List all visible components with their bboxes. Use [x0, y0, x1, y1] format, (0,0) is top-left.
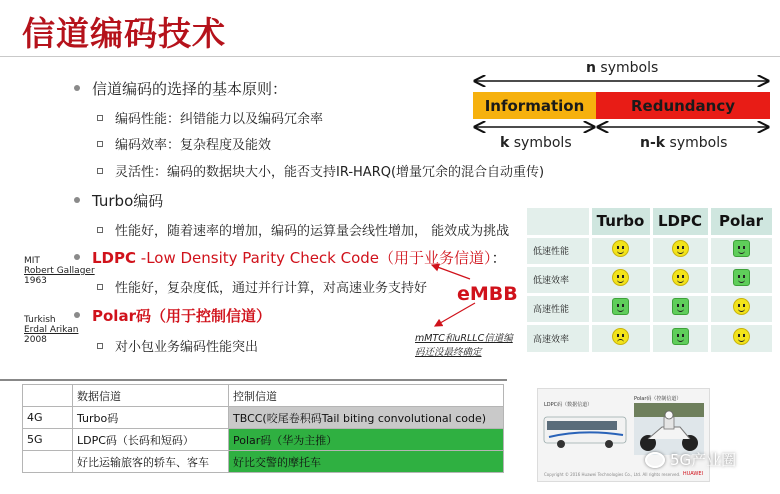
table-cell: 5G — [23, 429, 73, 451]
rating-row — [527, 323, 773, 352]
polar-origin-year: 2008 — [24, 335, 47, 345]
table-header-row — [23, 385, 504, 407]
wechat-icon — [645, 452, 665, 468]
ldpc-origin-institution: MIT — [24, 256, 40, 266]
table-cell: Turbo码 — [73, 407, 229, 429]
rating-header-polar: Polar — [709, 208, 773, 236]
rating-cell — [651, 236, 709, 265]
rating-row — [527, 294, 773, 323]
table-cell: TBCC(咬尾卷积码Tail biting convolutional code) — [229, 407, 504, 429]
yellow-sad-face-icon — [612, 328, 629, 345]
thumbnail-polar-label: Polar码（控制信道） — [634, 396, 682, 402]
rating-row-label: 低速性能 — [527, 236, 590, 265]
table-row — [23, 407, 504, 429]
sub-bullet-turbo-text: 性能好，随着速率的增加，编码的运算量会线性增加， 能效成为挑战 — [115, 224, 510, 239]
k-symbols-unit: symbols — [509, 135, 572, 151]
watermark-text: 5G产业圈 — [670, 451, 737, 469]
rating-cell — [651, 323, 709, 352]
n-symbols-label — [586, 60, 658, 76]
rating-row-label: 低速效率 — [527, 265, 590, 294]
page-title: 信道编码技术 — [22, 14, 226, 53]
redundancy-block: Redundancy — [596, 92, 770, 119]
nk-symbols-var: n-k — [640, 135, 666, 151]
nk-symbols-label — [640, 135, 727, 151]
green-smiley-icon — [612, 298, 629, 315]
yellow-smiley-icon — [672, 240, 689, 257]
embb-label: eMBB — [457, 283, 518, 305]
sub-bullet-polar-text: 对小包业务编码性能突出 — [115, 340, 259, 355]
ldpc-colon: ： — [491, 249, 507, 267]
rating-cell — [709, 236, 773, 265]
sub-bullet-efficiency-text: 编码效率：复杂程度及能效 — [115, 138, 272, 153]
information-block: Information — [473, 92, 596, 119]
thumbnail-copyright: Copyright © 2016 Huawei Technologies Co., Ltd. All rights reserved. — [544, 472, 681, 477]
table-cell — [23, 451, 73, 473]
green-smiley-icon — [672, 328, 689, 345]
table-top-rule — [0, 379, 507, 381]
rating-cell — [709, 323, 773, 352]
rating-row-label: 高速效率 — [527, 323, 590, 352]
table-row — [23, 429, 504, 451]
green-smiley-icon — [733, 240, 750, 257]
rating-row-label: 高速性能 — [527, 294, 590, 323]
yellow-smiley-icon — [733, 328, 750, 345]
rating-cell — [651, 294, 709, 323]
rating-row — [527, 236, 773, 265]
n-symbols-unit: symbols — [595, 60, 659, 76]
mmtc-note-line-2: 码还没最终确定 — [415, 347, 482, 358]
rating-cell — [590, 236, 651, 265]
yellow-smiley-icon — [612, 269, 629, 286]
polar-origin-country: Turkish — [24, 315, 56, 325]
bullet-turbo-text: Turbo编码 — [92, 192, 164, 210]
nk-symbols-unit: symbols — [665, 135, 728, 151]
rating-header-turbo: Turbo — [590, 208, 651, 236]
sub-bullet-performance-text: 编码性能：纠错能力以及编码冗余率 — [115, 112, 324, 127]
rating-cell — [590, 323, 651, 352]
yellow-smiley-icon — [733, 298, 750, 315]
table-row — [23, 451, 504, 473]
bullet-polar-text: Polar码（用于控制信道） — [92, 307, 271, 325]
table-cell: 好比运输旅客的轿车、客车 — [73, 451, 229, 473]
ldpc-origin-person-name: Robert Gallager — [24, 266, 95, 276]
rating-header-ldpc: LDPC — [651, 208, 709, 236]
ldpc-description: -Low Density Parity Check Code（用于业务信道） — [136, 249, 492, 267]
ldpc-origin-year: 1963 — [24, 276, 47, 286]
table-cell: LDPC码（长码和短码） — [73, 429, 229, 451]
table-cell: Polar码（华为主推） — [229, 429, 504, 451]
rating-corner-cell — [527, 208, 590, 236]
rating-header-row — [527, 208, 773, 236]
sub-bullet-flexibility-text: 灵活性：编码的数据块大小，能否支持IR-HARQ(增量冗余的混合自动重传) — [115, 165, 545, 180]
table-header-control-channel: 控制信道 — [229, 385, 504, 407]
bus-image — [543, 411, 629, 451]
rating-cell — [651, 265, 709, 294]
yellow-smiley-icon — [612, 240, 629, 257]
sub-bullet-ldpc-text: 性能好，复杂度低，通过并行计算，对高速业务支持好 — [115, 281, 428, 296]
polar-origin-person-name: Erdal Arikan — [24, 325, 79, 335]
rating-row — [527, 265, 773, 294]
thumbnail-huawei-logo: HUAWEI — [682, 471, 703, 477]
mmtc-note-line-1: mMTC和uRLLC信道编 — [415, 333, 513, 344]
table-cell — [23, 385, 73, 407]
channel-coding-table — [22, 384, 504, 473]
motorcycle-image — [634, 403, 704, 455]
code-rating-table — [527, 208, 775, 352]
green-smiley-icon — [733, 269, 750, 286]
k-symbols-var: k — [500, 135, 510, 151]
green-smiley-icon — [672, 298, 689, 315]
table-cell: 4G — [23, 407, 73, 429]
rating-cell — [590, 294, 651, 323]
ldpc-name: LDPC — [92, 249, 137, 267]
thumbnail-ldpc-label: LDPC码（数据信道） — [544, 402, 593, 408]
k-symbols-label — [500, 135, 572, 151]
table-cell: 好比交警的摩托车 — [229, 451, 504, 473]
rating-cell — [709, 294, 773, 323]
bullet-principle-text: 信道编码的选择的基本原则： — [92, 80, 288, 98]
rating-cell — [590, 265, 651, 294]
table-header-data-channel: 数据信道 — [73, 385, 229, 407]
watermark — [645, 449, 736, 470]
rating-cell — [709, 265, 773, 294]
yellow-smiley-icon — [672, 269, 689, 286]
n-symbols-var: n — [586, 60, 596, 76]
